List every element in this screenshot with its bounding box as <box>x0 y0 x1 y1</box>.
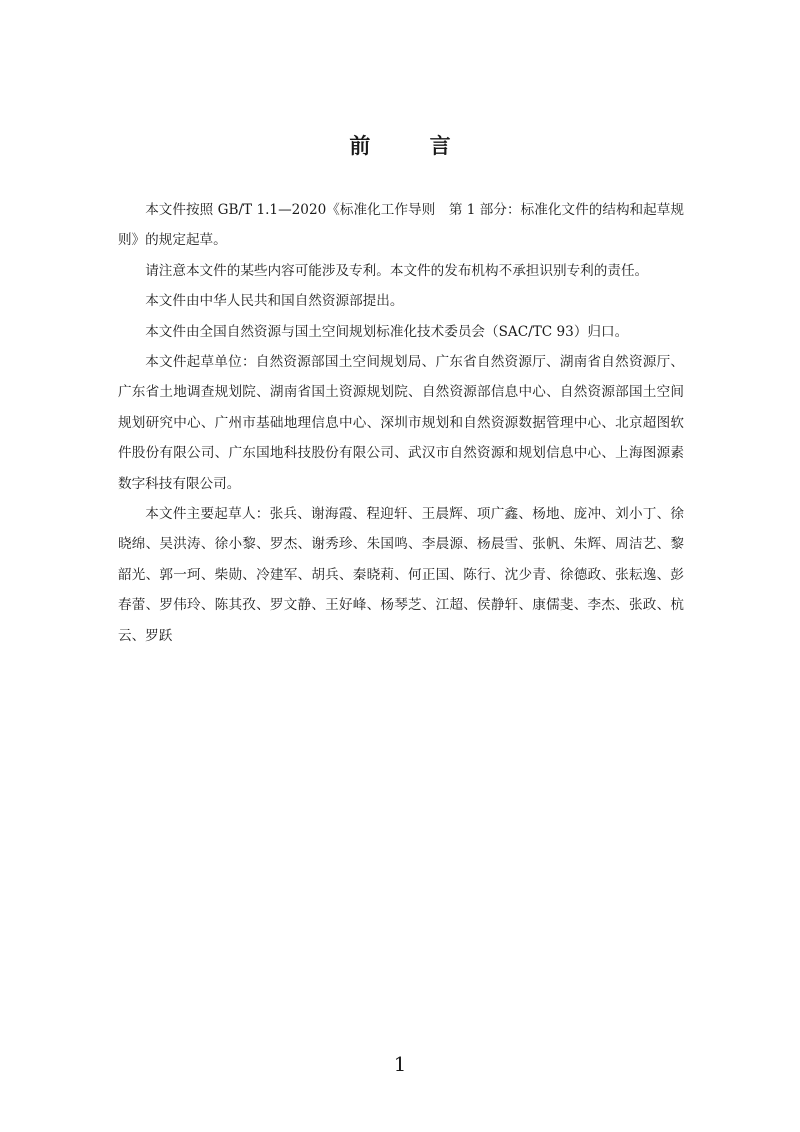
page-title: 前 言 <box>349 134 477 158</box>
paragraph-patent-notice: 请注意本文件的某些内容可能涉及专利。本文件的发布机构不承担识别专利的责任。 <box>145 262 649 279</box>
paragraph-drafting-units: 本文件起草单位：自然资源部国土空间规划局、广东省自然资源厅、湖南省自然资源厅、广东省土地调查规划院、湖南省国土资源规划院、自然资源部信息中心、自然资源部国土空间规划研究中心、广州市基础地理信息中心、深圳市规划和自然资源数据管理中心、北京超图软件股份有限公司、广东国地科技股份有限公司、武汉市自然资源和规划信息中心、上海图源素数字科技有限公司。 <box>118 354 684 492</box>
paragraph-technical-committee: 本文件由全国自然资源与国土空间规划标准化技术委员会（SAC/TC 93）归口。 <box>145 323 629 340</box>
page-number: 1 <box>393 1052 407 1076</box>
foreword-body <box>118 195 684 651</box>
paragraph-drafters: 本文件主要起草人：张兵、谢海霞、程迎轩、王晨辉、项广鑫、杨地、庞冲、刘小丁、徐晓绵、吴洪涛、徐小黎、罗杰、谢秀珍、朱国鸣、李晨源、杨晨雪、张帆、朱辉、周洁艺、黎韶光、郭一珂、柴勋、冷建军、胡兵、秦晓莉、何正国、陈行、沈少青、徐德政、张耘逸、彭春蕾、罗伟玲、陈其孜、罗文静、王好峰、杨琴芝、江超、侯静轩、康儒斐、李杰、张政、杭云、罗跃 <box>118 506 684 644</box>
paragraph-drafting-rules: 本文件按照 GB/T 1.1—2020《标准化工作导则 第 1 部分：标准化文件的结构和起草规则》的规定起草。 <box>118 202 684 249</box>
paragraph-proposer: 本文件由中华人民共和国自然资源部提出。 <box>145 293 404 310</box>
